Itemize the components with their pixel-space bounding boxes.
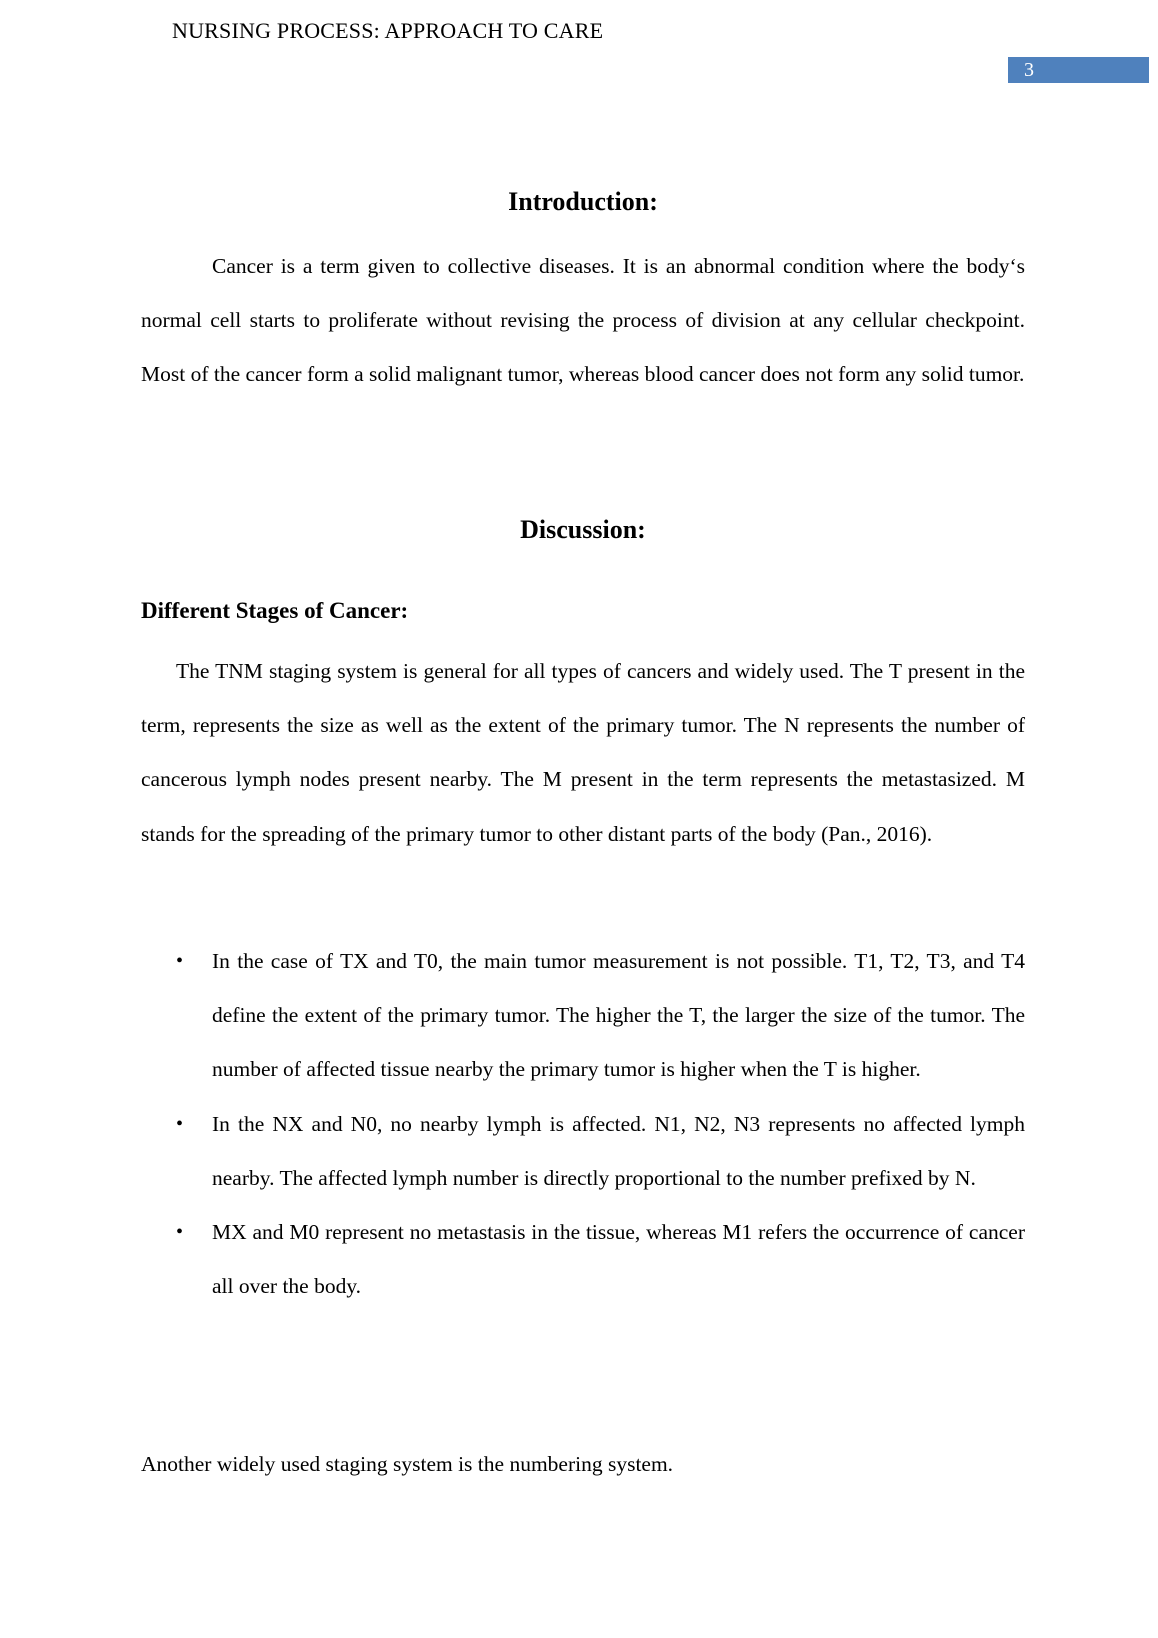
bullet-text: In the NX and N0, no nearby lymph is affected. N1, N2, N3 represents no affected lymph nearby. The affected lymph number is directly proportional to the number prefixed by N.	[212, 1111, 1025, 1190]
closing-paragraph: Another widely used staging system is the numbering system.	[141, 1452, 674, 1476]
list-item	[141, 1097, 1025, 1205]
bullet-text: MX and M0 represent no metastasis in the tissue, whereas M1 refers the occurrence of cancer all over the body.	[212, 1220, 1025, 1299]
bullet-text: In the case of TX and T0, the main tumor measurement is not possible. T1, T2, T3, and T4 define the extent of the primary tumor. The higher the T, the larger the size of the tumor. The number of affected tissue nearby the primary tumor is higher when the T is higher.	[212, 949, 1025, 1082]
bullet-icon: •	[176, 1221, 184, 1244]
stages-subheading: Different Stages of Cancer:	[141, 598, 409, 623]
page-number: 3	[1008, 57, 1149, 83]
list-item	[141, 1205, 1025, 1313]
tnm-bullet-list	[141, 934, 1025, 1313]
running-head: NURSING PROCESS: APPROACH TO CARE	[172, 18, 604, 43]
introduction-heading: Introduction:	[508, 187, 658, 216]
tnm-paragraph: The TNM staging system is general for all types of cancers and widely used. The T present in the term, represents the size as well as the extent of the primary tumor. The N represents the number of cancerous lymph nodes present nearby. The M present in the term represents the metastasized. M stands for the spreading of the primary tumor to other distant parts of the body (Pan., 2016).	[141, 659, 1025, 846]
discussion-heading: Discussion:	[520, 515, 646, 544]
bullet-icon: •	[176, 1112, 184, 1135]
introduction-paragraph: Cancer is a term given to collective diseases. It is an abnormal condition where the body‘s normal cell starts to proliferate without revising the process of division at any cellular checkpoint. Most of the cancer form a solid malignant tumor, whereas blood cancer does not form any solid tumor.	[141, 254, 1025, 387]
bullet-icon: •	[176, 950, 184, 972]
list-item	[141, 934, 1025, 1097]
